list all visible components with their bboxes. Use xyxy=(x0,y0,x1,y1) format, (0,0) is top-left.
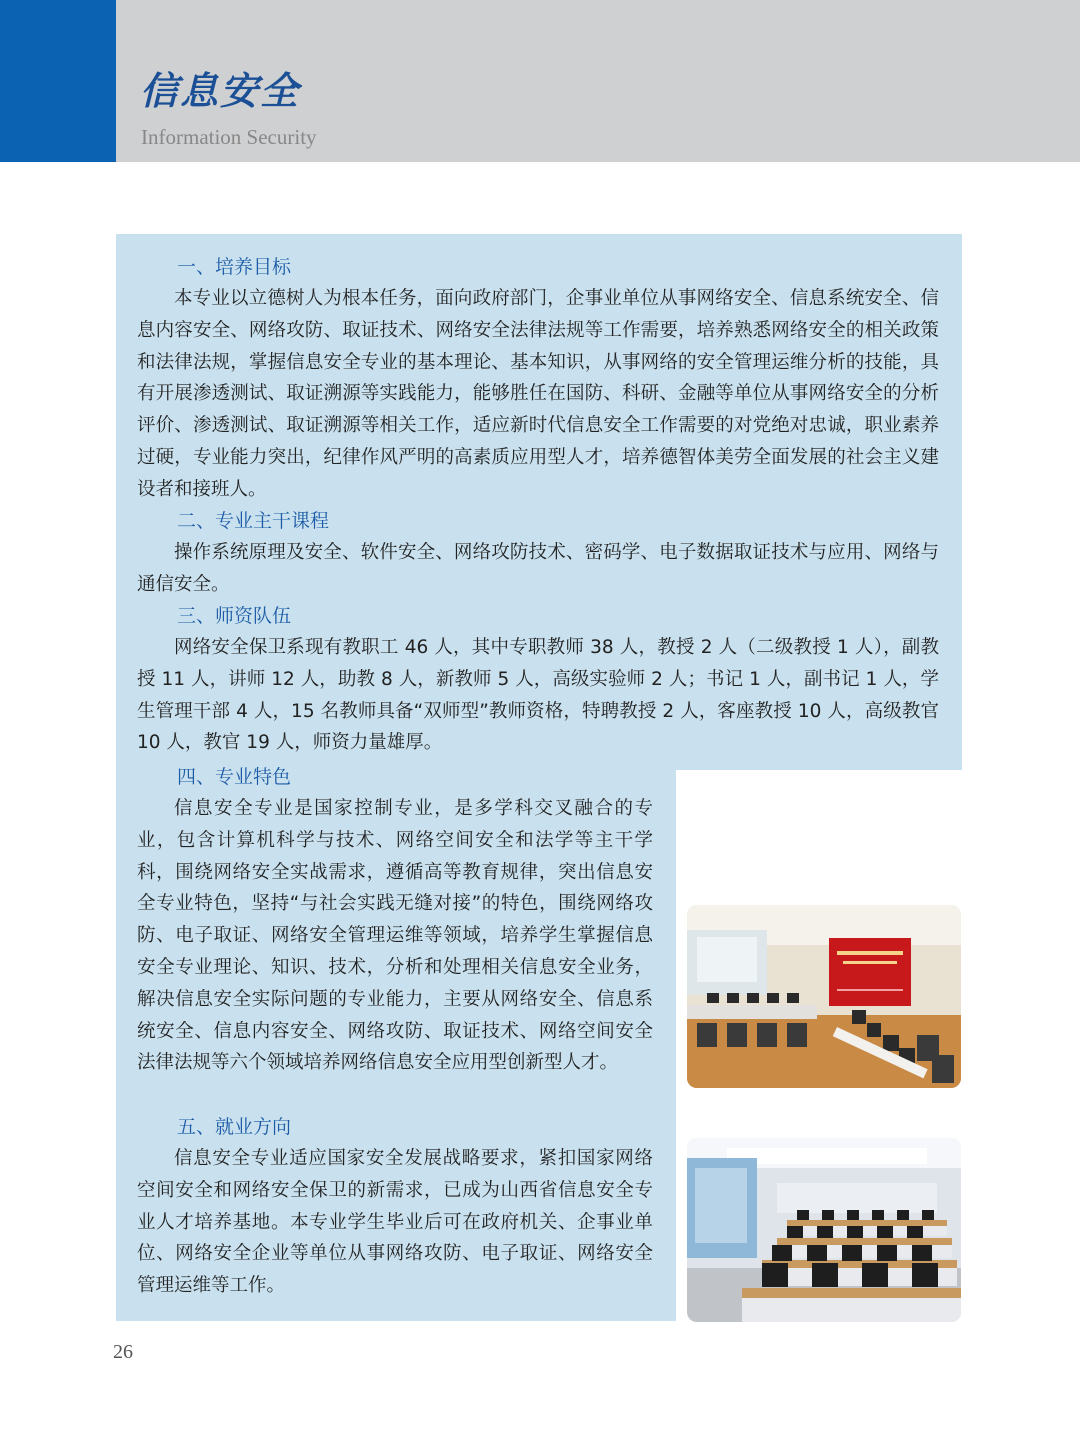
section-body-core-courses: 操作系统原理及安全、软件安全、网络攻防技术、密码学、电子数据取证技术与应用、网络与通信安全。 xyxy=(137,542,939,595)
header-accent-block xyxy=(0,0,116,162)
section-heading-features: 四、专业特色 xyxy=(177,766,292,788)
section-body-faculty: 网络安全保卫系现有教职工 46 人，其中专职教师 38 人，教授 2 人（二级教授 1 人），副教授 11 人，讲师 12 人，助教 8 人，新教师 5 人，高级实验师 2 人；书记 1 人，副书记 1 人，学生管理干部 4 人，15 名教师具备“双师型”教师资格，特聘教授 2 人，客座教授 10 人，高级教官 10 人，教官 19 人，师资力量雄厚。 xyxy=(137,637,939,754)
page-subtitle: Information Security xyxy=(141,125,317,149)
section-heading-core-courses: 二、专业主干课程 xyxy=(177,510,330,532)
section-heading-careers: 五、就业方向 xyxy=(177,1116,292,1138)
section-body-training-goals: 本专业以立德树人为根本任务，面向政府部门，企事业单位从事网络安全、信息系统安全、信息内容安全、网络攻防、取证技术、网络安全法律法规等工作需要，培养熟悉网络安全的相关政策和法律法规，掌握信息安全专业的基本理论、基本知识，从事网络的安全管理运维分析的技能，具有开展渗透测试、取证溯源等实践能力，能够胜任在国防、科研、金融等单位从事网络安全的分析评价、渗透测试、取证溯源等相关工作，适应新时代信息安全工作需要的对党绝对忠诚，职业素养过硬，专业能力突出，纪律作风严明的高素质应用型人才，培养德智体美劳全面发展的社会主义建设者和接班人。 xyxy=(137,288,939,500)
classroom-photo-2 xyxy=(687,1138,961,1322)
page-title: 信息安全 xyxy=(140,68,301,113)
section-heading-training-goals: 一、培养目标 xyxy=(177,256,292,278)
section-heading-faculty: 三、师资队伍 xyxy=(177,605,292,627)
page-number: 26 xyxy=(113,1341,133,1363)
section-body-features: 信息安全专业是国家控制专业，是多学科交叉融合的专业，包含计算机科学与技术、网络空间安全和法学等主干学科，围绕网络安全实战需求，遵循高等教育规律，突出信息安全专业特色，坚持“与社会实践无缝对接”的特色，围绕网络攻防、电子取证、网络安全管理运维等领域，培养学生掌握信息安全专业理论、知识、技术，分析和处理相关信息安全业务，解决信息安全实际问题的专业能力，主要从网络安全、信息系统安全、信息内容安全、网络攻防、取证技术、网络空间安全法律法规等六个领域培养网络信息安全应用型创新型人才。 xyxy=(137,798,653,1074)
classroom-photo-1 xyxy=(687,905,961,1088)
section-body-careers: 信息安全专业适应国家安全发展战略要求，紧扣国家网络空间安全和网络安全保卫的新需求，已成为山西省信息安全专业人才培养基地。本专业学生毕业后可在政府机关、企事业单位、网络安全企业等单位从事网络攻防、电子取证、网络安全管理运维等工作。 xyxy=(137,1148,653,1297)
